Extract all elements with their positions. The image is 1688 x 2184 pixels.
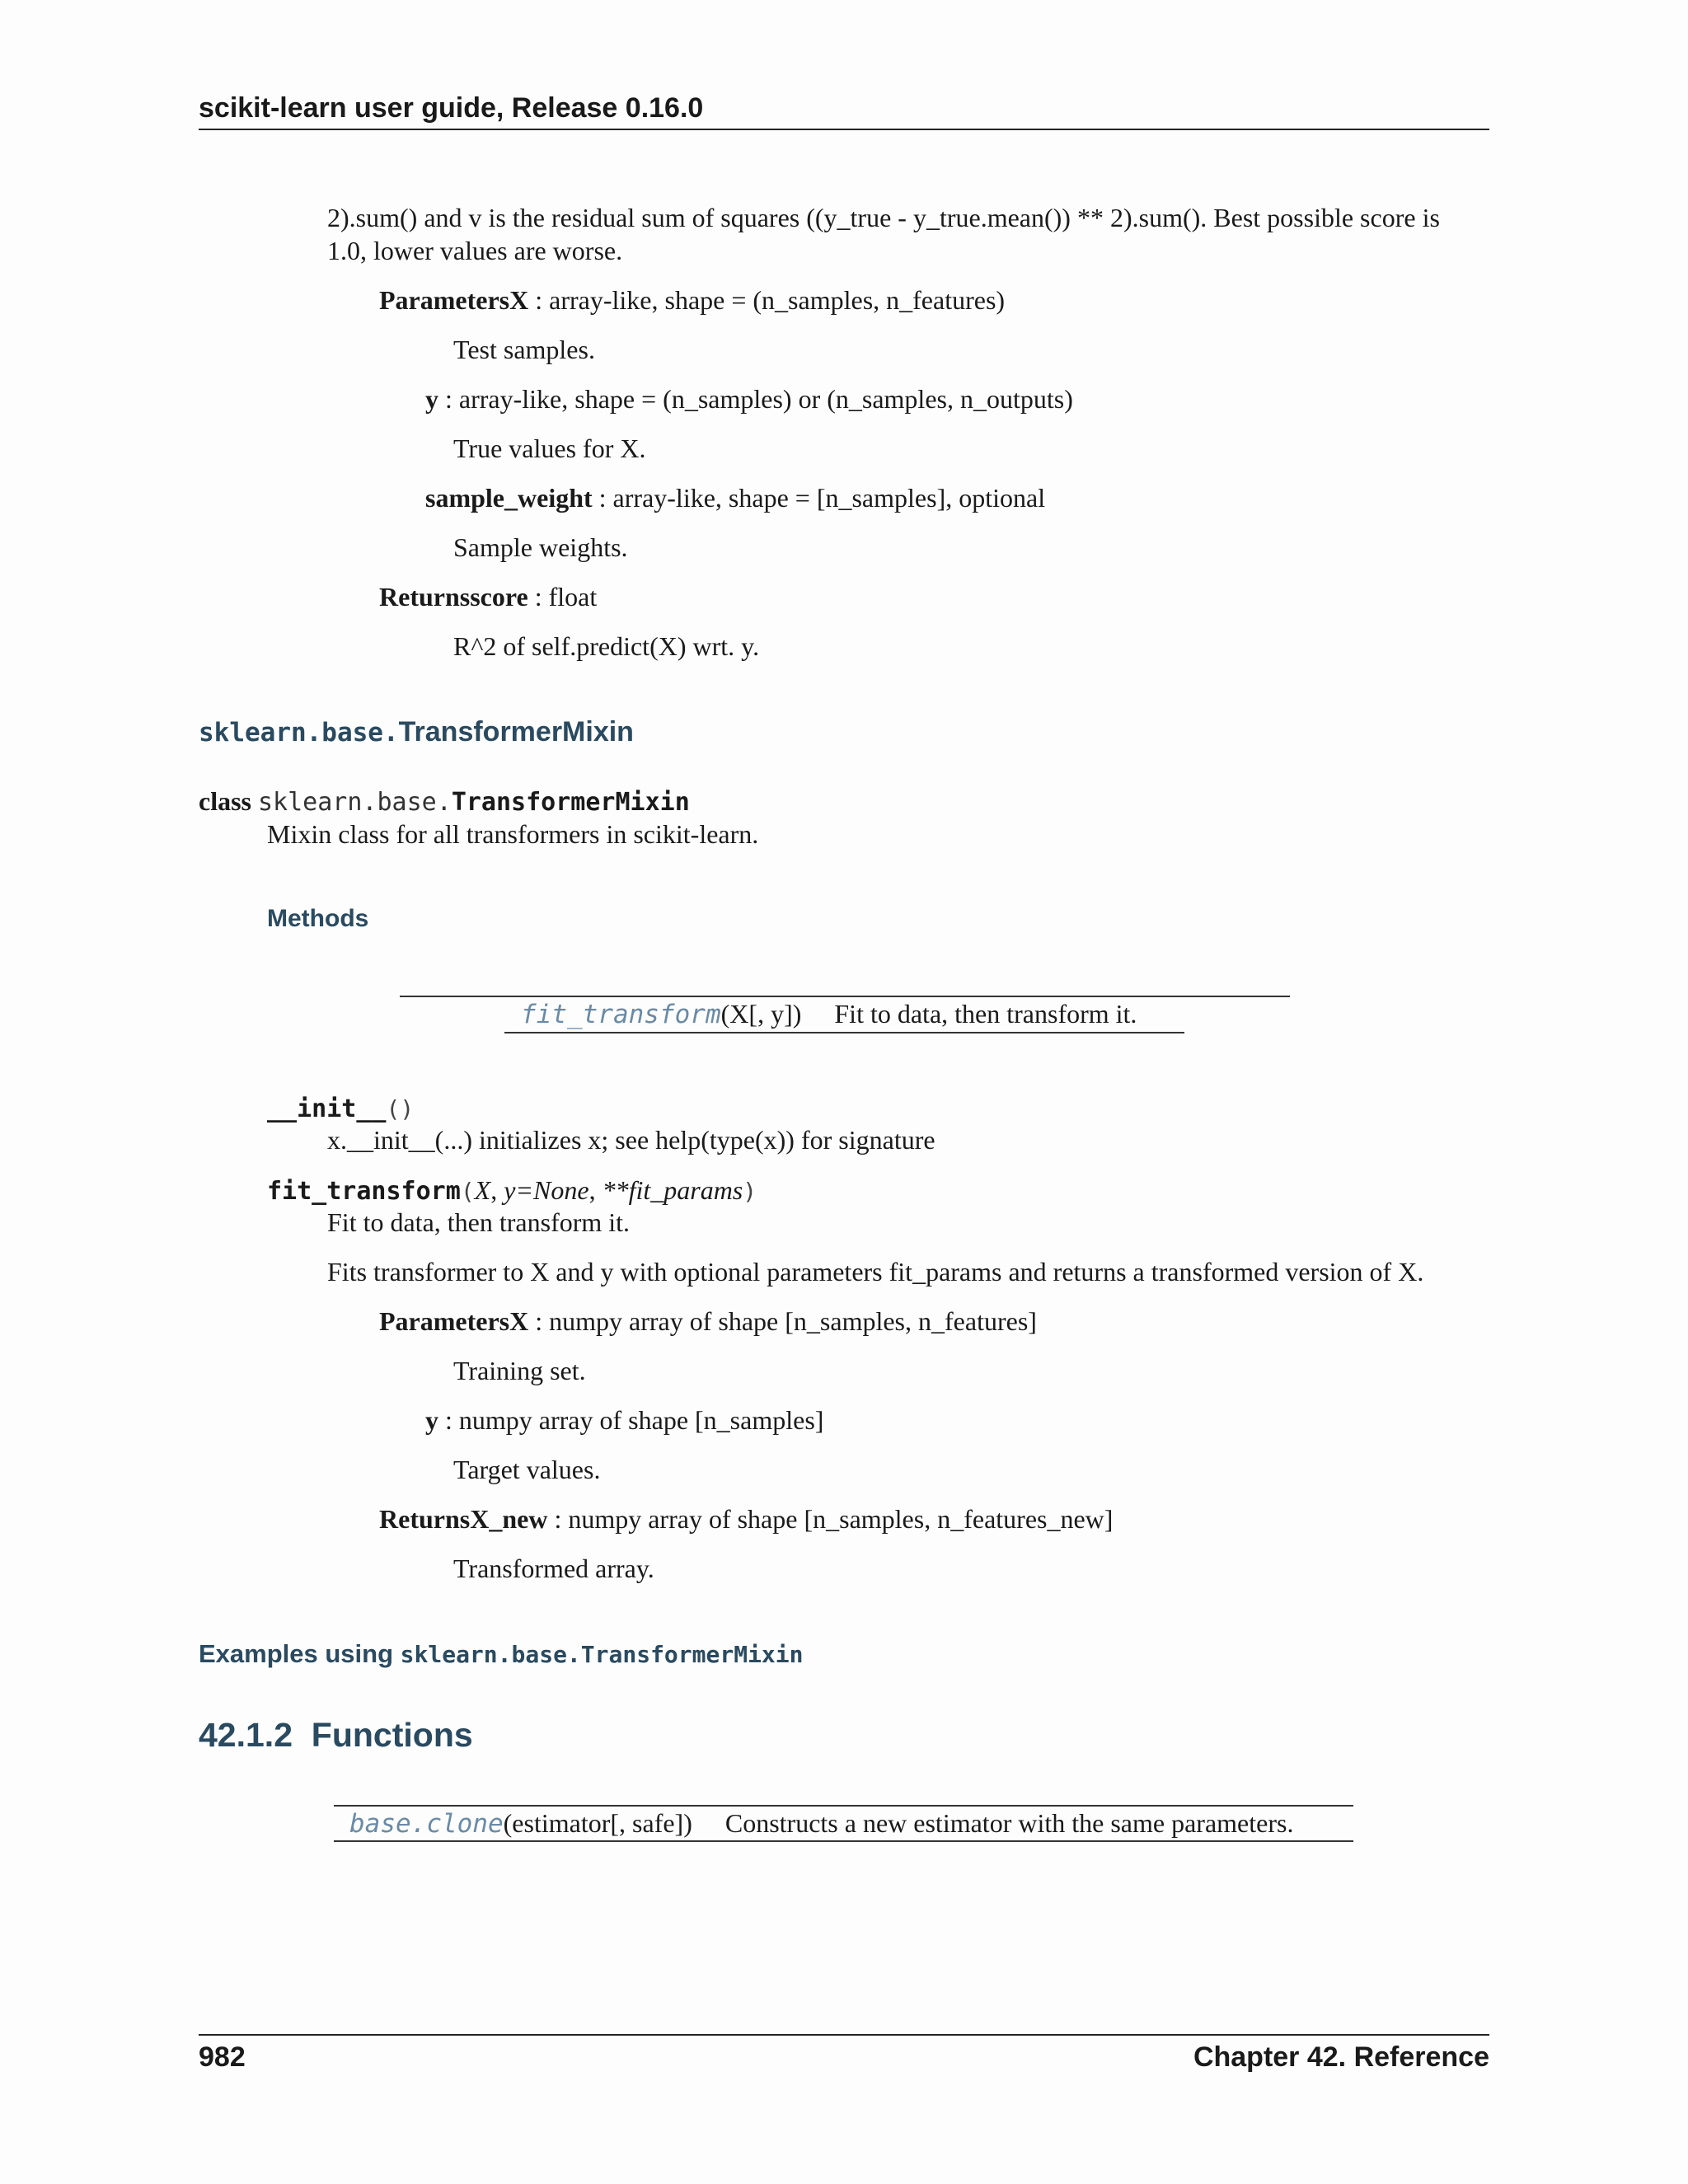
init-parens: () — [386, 1095, 415, 1122]
returns-label: Returns — [379, 1504, 471, 1534]
chapter-label: Chapter 42. Reference — [1193, 2041, 1489, 2073]
parameters-label: Parameters — [379, 285, 510, 315]
sig-arg: X — [474, 1175, 491, 1205]
function-args: (estimator[, safe]) — [503, 1808, 692, 1838]
methods-heading: Methods — [267, 905, 369, 932]
method-args: (X[, y]) — [720, 999, 802, 1029]
section-title: Functions — [311, 1716, 473, 1754]
score-param-row — [425, 382, 1073, 415]
fit-transform-param-row — [425, 1404, 823, 1436]
init-name: __init__ — [267, 1094, 387, 1123]
class-module: sklearn.base. — [258, 788, 452, 817]
param-type: : numpy array of shape [n_samples, n_features] — [528, 1306, 1037, 1336]
running-header: scikit-learn user guide, Release 0.16.0 — [199, 92, 704, 124]
param-name: X — [509, 1306, 529, 1336]
param-type: : array-like, shape = [n_samples], optional — [592, 483, 1046, 513]
return-description: Transformed array. — [453, 1554, 654, 1583]
param-description: Target values. — [453, 1455, 601, 1484]
function-summary: Constructs a new estimator with the same parameters. — [724, 1808, 1294, 1838]
sig-arg: **fit_params — [602, 1175, 743, 1205]
return-description: R^2 of self.predict(X) wrt. y. — [453, 631, 760, 661]
fit-transform-summary: Fit to data, then transform it. — [327, 1207, 631, 1237]
footer-divider — [199, 2034, 1489, 2036]
functions-heading — [199, 1714, 473, 1755]
param-name: X — [509, 285, 529, 315]
param-name: y — [425, 1405, 438, 1435]
functions-table-bottom-rule — [334, 1840, 1353, 1842]
functions-table-row — [349, 1807, 1293, 1840]
score-desc-line1: 2).sum() and v is the residual sum of squares ((y_true - y_true.mean()) ** 2).sum(). Best possible score is — [327, 203, 1440, 232]
param-name: y — [425, 384, 438, 414]
fit-transform-name: fit_transform — [267, 1177, 461, 1206]
return-name: X_new — [470, 1504, 548, 1534]
returns-label: Returns — [379, 582, 471, 612]
class-keyword: class — [199, 786, 251, 816]
param-description: True values for X. — [453, 434, 646, 463]
param-type: : array-like, shape = (n_samples) or (n_samples, n_outputs) — [438, 384, 1073, 414]
fit-transform-long-description: Fits transformer to X and y with optional parameters fit_params and returns a transformed version of X. — [327, 1257, 1424, 1286]
class-name: TransformerMixin — [451, 788, 690, 817]
page-number: 982 — [199, 2041, 246, 2073]
methods-table-row — [521, 997, 1137, 1031]
param-name: sample_weight — [425, 483, 593, 513]
init-description: x.__init__(...) initializes x; see help(type(x)) for signature — [327, 1125, 935, 1155]
param-description: Test samples. — [453, 335, 595, 364]
parameters-label: Parameters — [379, 1306, 510, 1336]
fit-transform-signature — [267, 1174, 757, 1208]
fit-transform-returns-row — [379, 1502, 1113, 1535]
score-param-row — [425, 481, 1045, 514]
sig-close-paren: ) — [743, 1178, 757, 1205]
sig-arg: y=None — [504, 1175, 589, 1205]
param-description: Sample weights. — [453, 532, 628, 562]
examples-label: Examples using — [199, 1639, 401, 1668]
class-signature — [199, 785, 690, 819]
base-clone-link[interactable]: base.clone — [349, 1809, 504, 1839]
methods-table-bottom-rule — [504, 1032, 1184, 1033]
section-heading-prefix: sklearn.base. — [199, 718, 399, 748]
param-type: : array-like, shape = (n_samples, n_features) — [528, 285, 1006, 315]
fit-transform-link[interactable]: fit_transform — [521, 1000, 721, 1029]
return-type: : float — [528, 582, 598, 612]
sig-open-paren: ( — [460, 1178, 475, 1205]
param-type: : numpy array of shape [n_samples] — [438, 1405, 824, 1435]
init-signature — [267, 1091, 414, 1126]
return-name: score — [470, 582, 528, 612]
examples-code[interactable]: sklearn.base.TransformerMixin — [400, 1641, 804, 1668]
score-parameters-row — [379, 284, 1005, 316]
section-number: 42.1.2 — [199, 1716, 293, 1754]
fit-transform-parameters-row — [379, 1305, 1037, 1338]
score-desc-line2: 1.0, lower values are worse. — [327, 236, 623, 265]
sig-comma: , — [490, 1175, 504, 1205]
param-description: Training set. — [453, 1356, 586, 1385]
section-heading — [199, 715, 634, 749]
score-returns-row — [379, 580, 597, 613]
section-heading-name: TransformerMixin — [398, 716, 634, 748]
sig-comma: , — [588, 1175, 603, 1205]
header-divider — [199, 129, 1489, 130]
class-description: Mixin class for all transformers in scikit-learn. — [267, 819, 759, 849]
return-type: : numpy array of shape [n_samples, n_features_new] — [547, 1504, 1114, 1534]
examples-heading — [199, 1638, 804, 1671]
method-summary: Fit to data, then transform it. — [834, 999, 1137, 1029]
